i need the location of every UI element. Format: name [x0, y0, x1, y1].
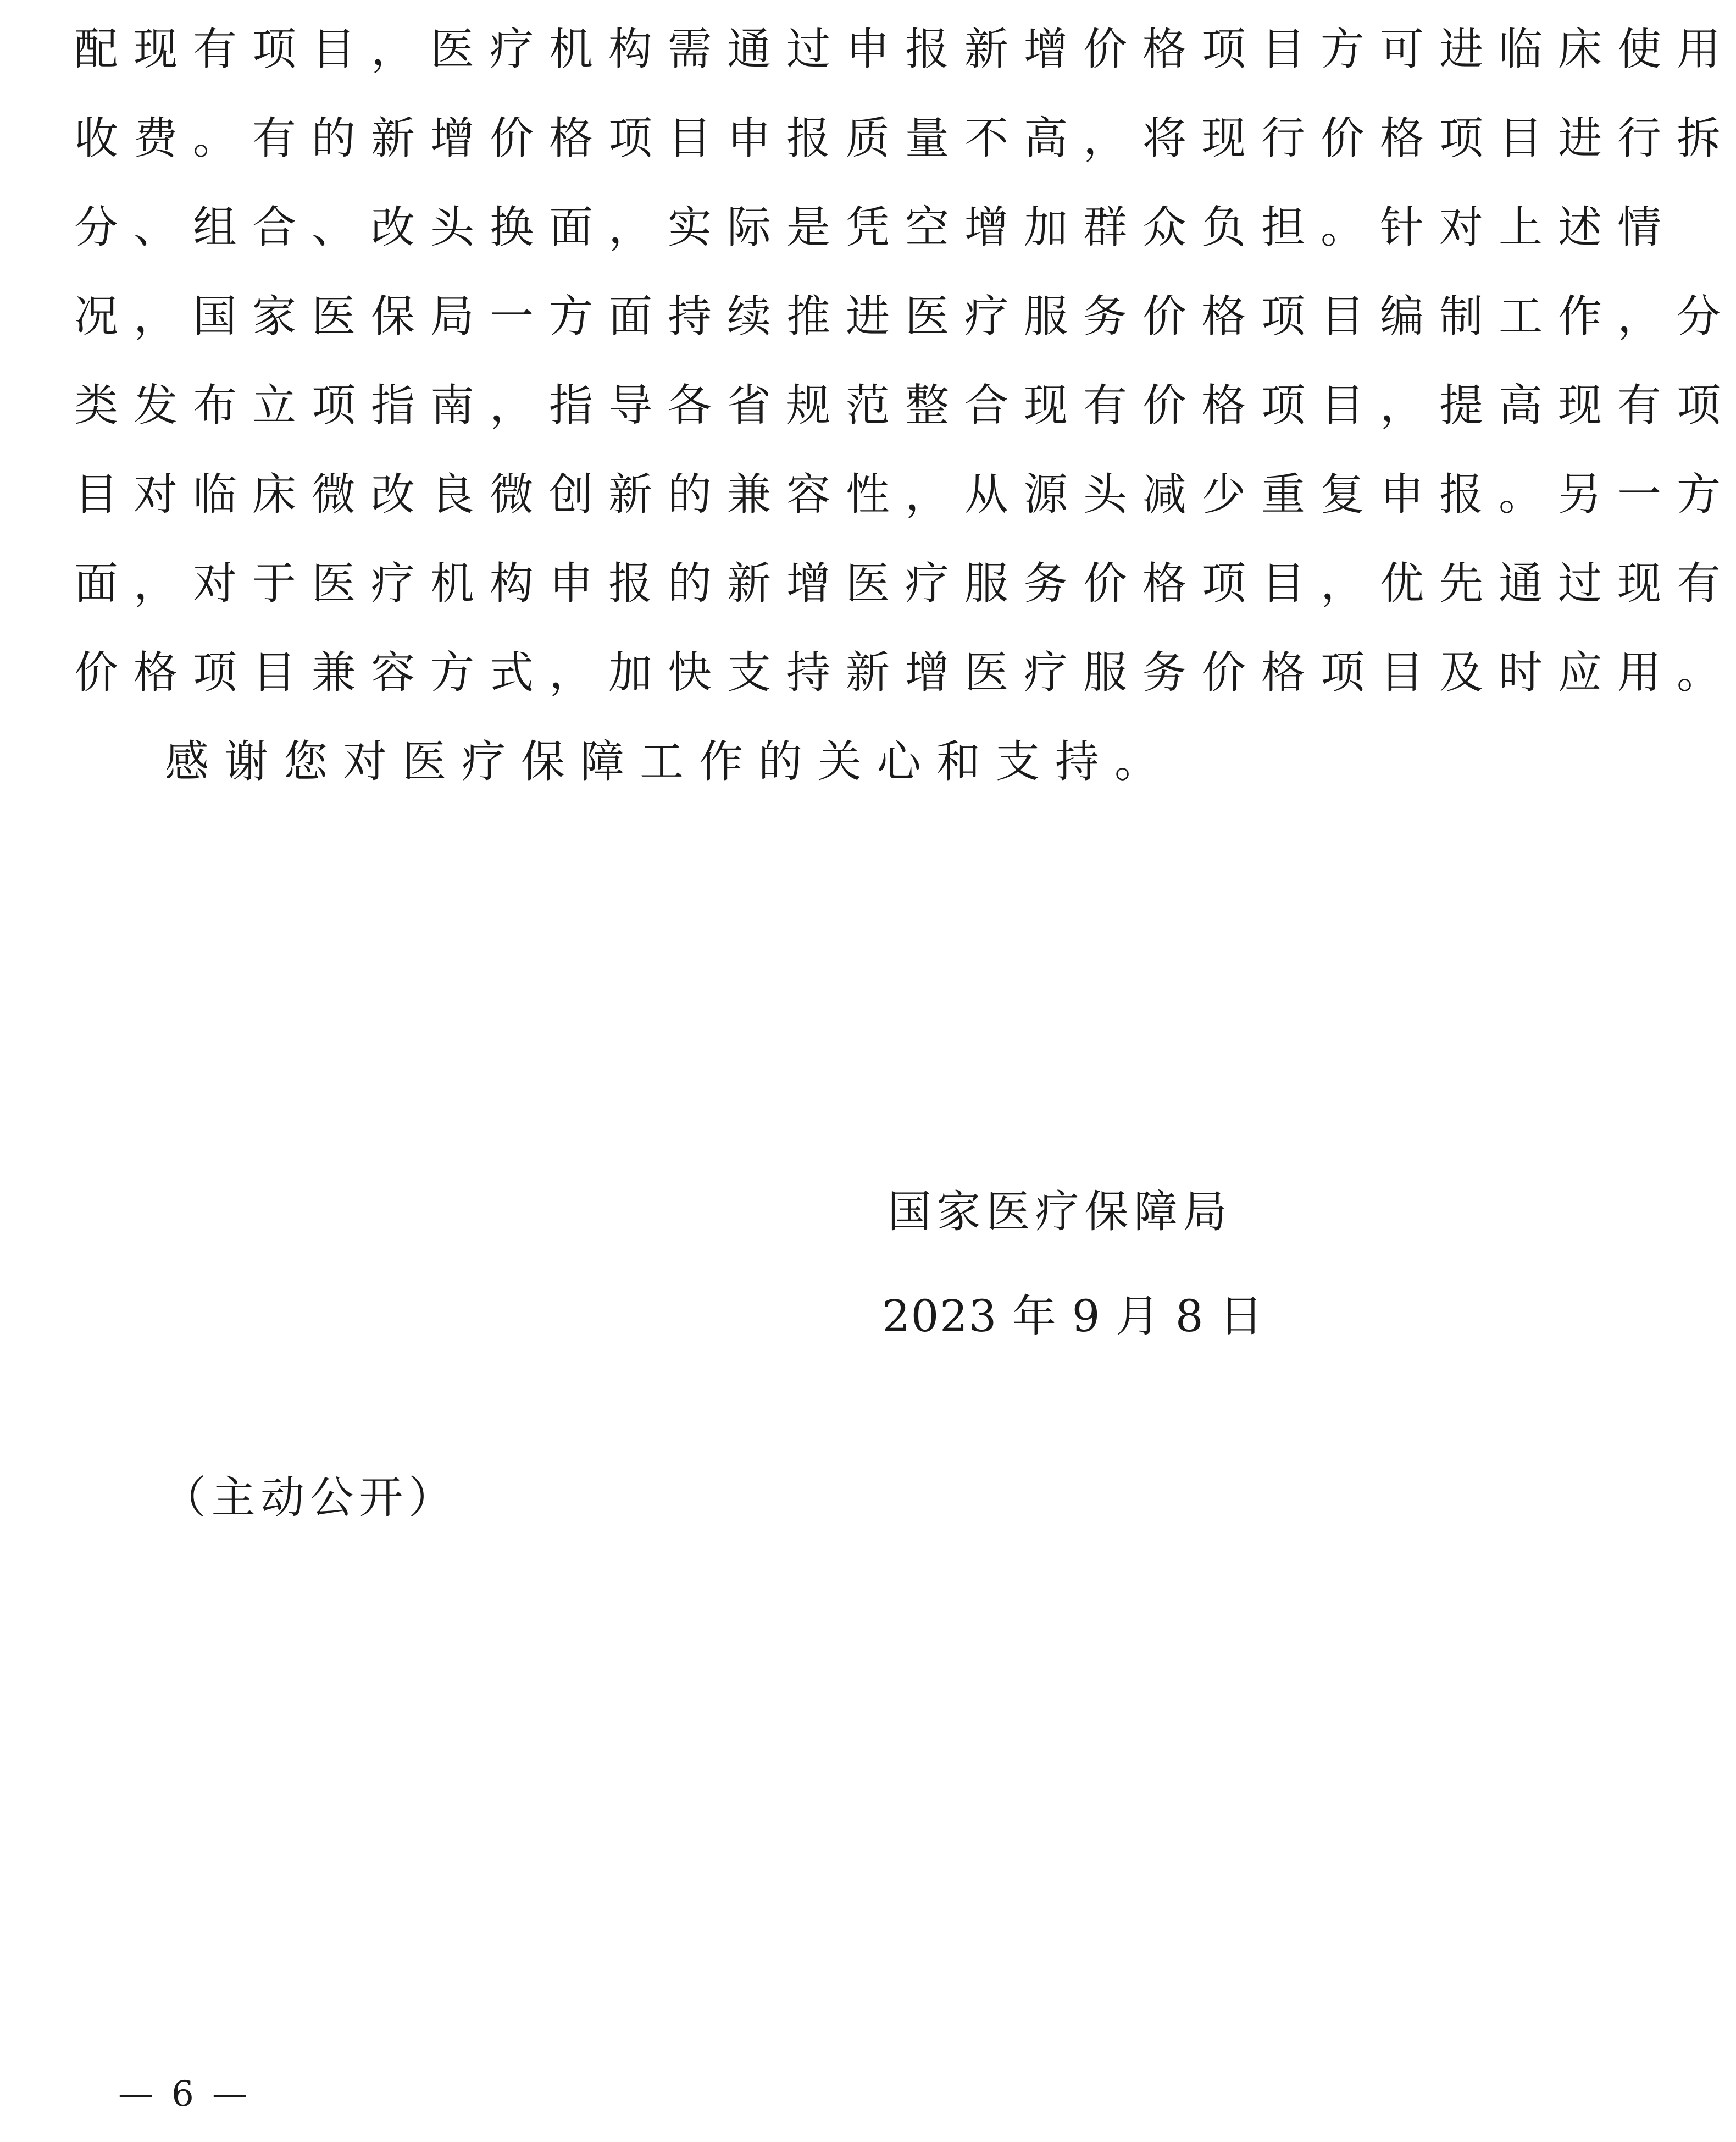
issuing-organization: 国家医疗保障局 — [888, 1186, 1233, 1237]
paragraph-line: 类发布立项指南，指导各省规范整合现有价格项目，提高现有项 — [74, 380, 1736, 431]
paragraph-line: 价格项目兼容方式，加快支持新增医疗服务价格项目及时应用。 — [74, 647, 1736, 698]
disclosure-label: （主动公开） — [162, 1472, 458, 1523]
paragraph-line: 分、组合、改头换面，实际是凭空增加群众负担。针对上述情 — [74, 202, 1677, 253]
paragraph-line: 目对临床微改良微创新的兼容性，从源头减少重复申报。另一方 — [74, 469, 1736, 520]
paragraph-line: 配现有项目，医疗机构需通过申报新增价格项目方可进临床使用 — [74, 24, 1736, 75]
paragraph-line: 收费。有的新增价格项目申报质量不高，将现行价格项目进行拆 — [74, 113, 1736, 164]
paragraph-line: 面，对于医疗机构申报的新增医疗服务价格项目，优先通过现有 — [74, 558, 1736, 609]
closing-line: 感谢您对医疗保障工作的关心和支持。 — [165, 736, 1174, 787]
paragraph-line: 况，国家医保局一方面持续推进医疗服务价格项目编制工作，分 — [74, 291, 1736, 342]
page-number: — 6 — — [118, 2074, 251, 2115]
issue-date: 2023 年 9 月 8 日 — [882, 1291, 1264, 1342]
